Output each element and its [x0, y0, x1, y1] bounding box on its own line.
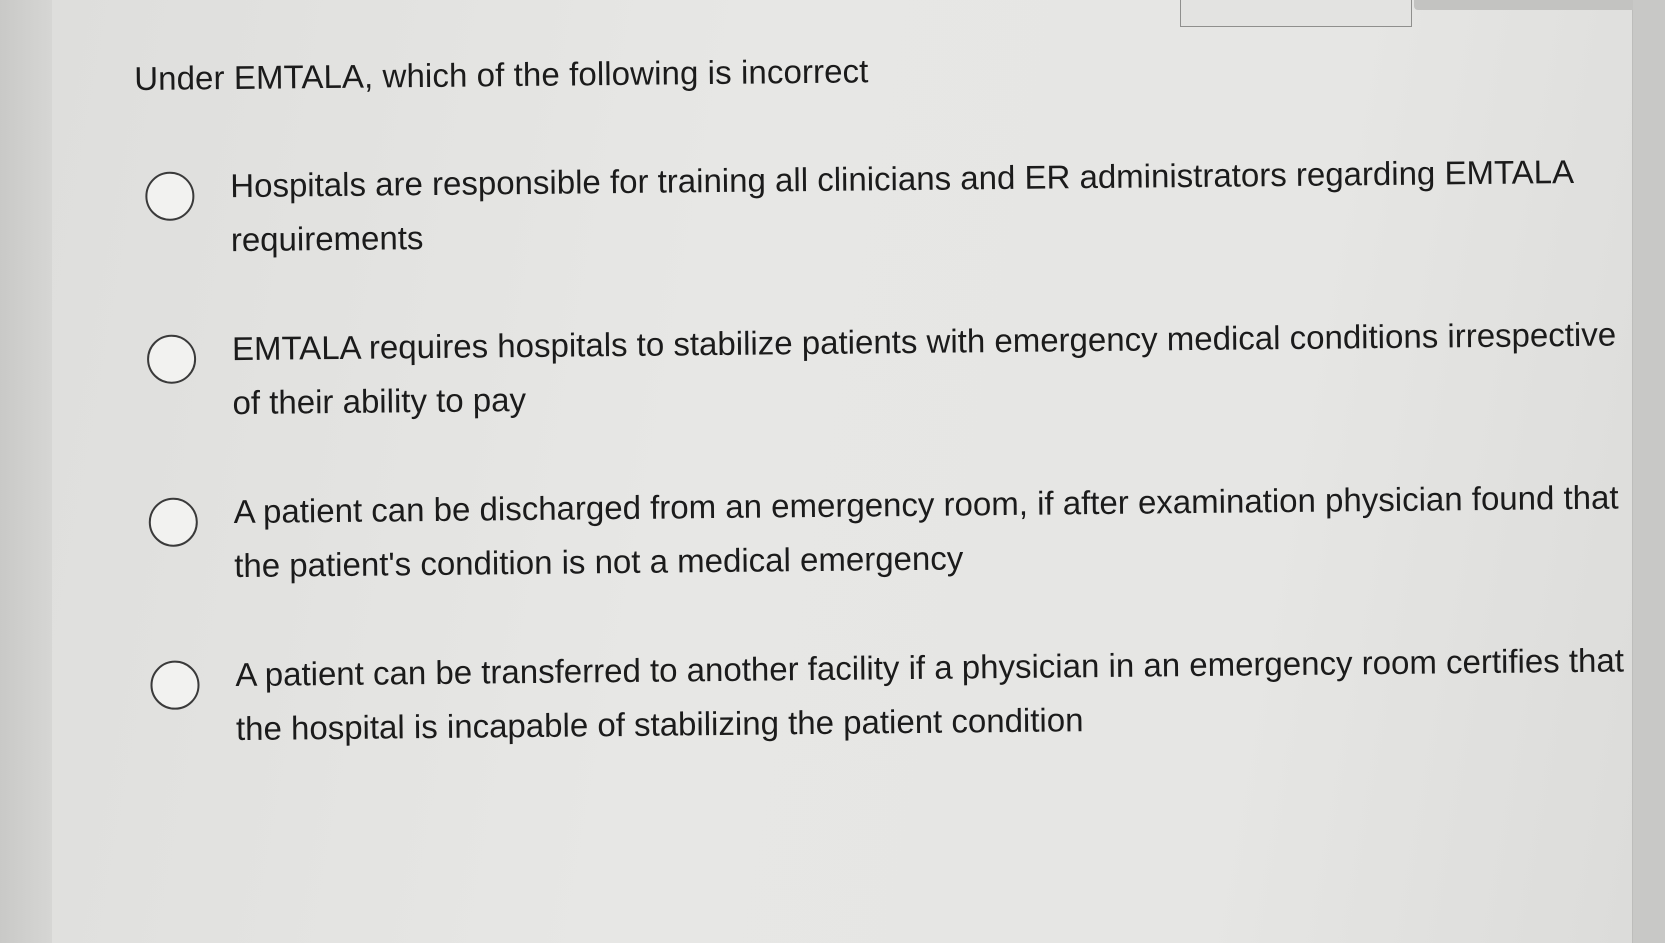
answer-option-4[interactable]	[147, 633, 1629, 811]
answer-option-1-label[interactable]: Hospitals are responsible for training all clinicians and ER administrators regarding EMTALA requirements	[230, 153, 1573, 259]
right-edge	[1633, 0, 1665, 943]
top-toolbar-button[interactable]	[1414, 0, 1665, 10]
question-text: Under EMTALA, which of the following is incorrect	[134, 52, 869, 97]
radio-button-2[interactable]	[147, 334, 197, 384]
left-sidebar-edge	[0, 0, 53, 943]
top-input-box[interactable]	[1180, 0, 1412, 27]
answer-option-2[interactable]	[144, 307, 1626, 485]
answer-option-2-label[interactable]: EMTALA requires hospitals to stabilize patients with emergency medical conditions irrespective of their ability to pay	[231, 315, 1617, 422]
question-panel	[52, 0, 1633, 943]
radio-button-3[interactable]	[149, 497, 199, 547]
answer-option-3[interactable]	[145, 470, 1627, 648]
radio-button-1[interactable]	[145, 171, 195, 221]
answer-option-1[interactable]	[142, 145, 1624, 323]
answer-options	[142, 145, 1629, 812]
answer-option-4-label[interactable]: A patient can be transferred to another facility if a physician in an emergency room certifies that the hospital is incapable of stabilizing the patient condition	[235, 641, 1625, 748]
answer-option-3-label[interactable]: A patient can be discharged from an emergency room, if after examination physician found that the patient's condition is not a medical emergency	[233, 478, 1619, 585]
radio-button-4[interactable]	[150, 660, 200, 710]
